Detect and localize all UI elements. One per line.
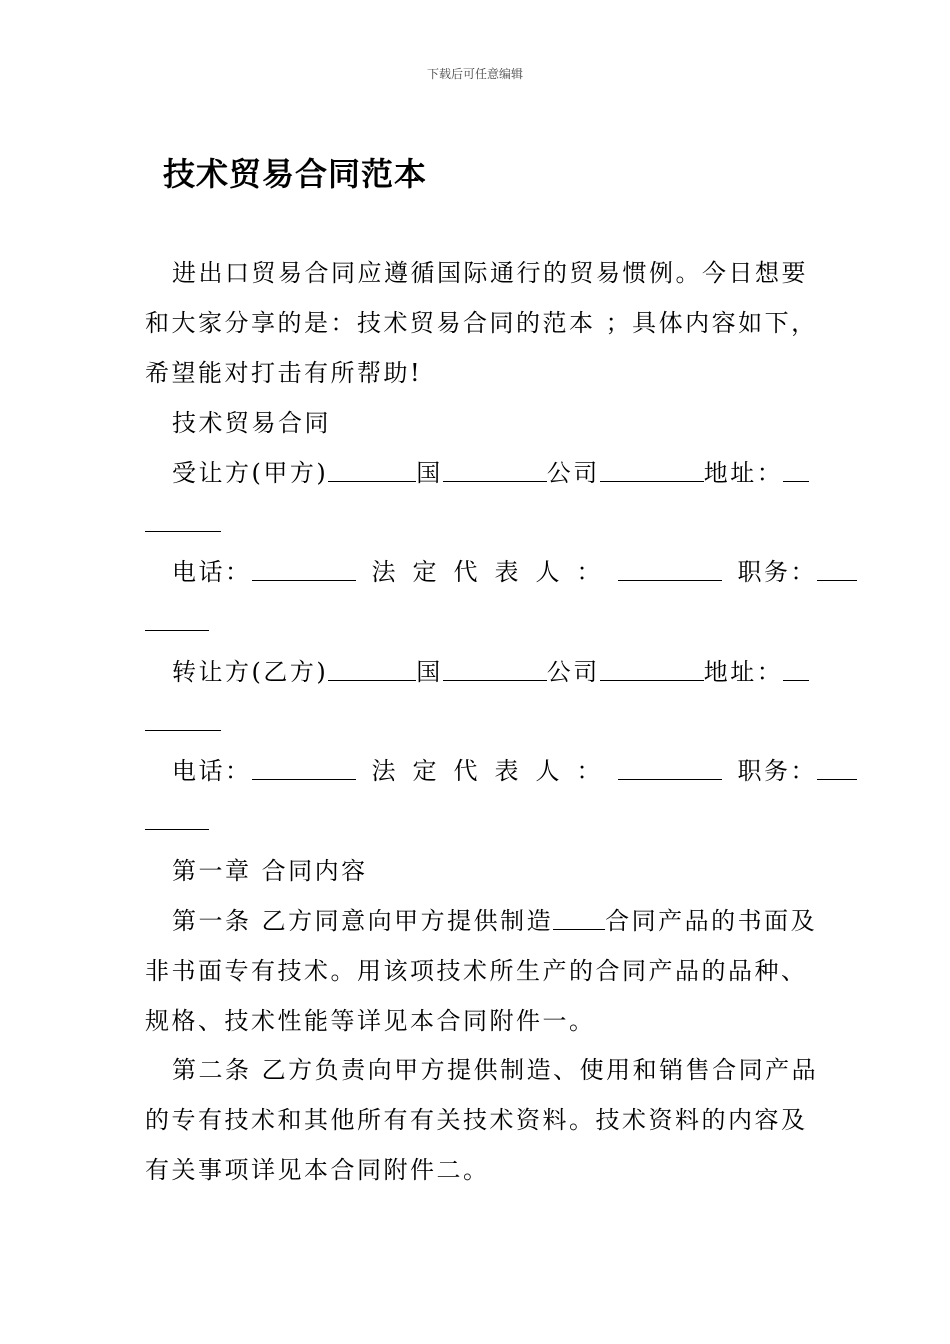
party-a-line — [172, 456, 809, 490]
party-b-rep-label: 法定代表人： — [371, 757, 618, 785]
page-header-note: 下载后可任意编辑 — [426, 67, 523, 81]
article-2-line-1: 第二条 乙方负责向甲方提供制造、使用和销售合同产品 — [172, 1056, 819, 1084]
article-2-line-3: 有关事项详见本合同附件二。 — [145, 1156, 490, 1184]
party-b-blank-country[interactable] — [443, 658, 547, 681]
party-a-address-continuation — [145, 506, 221, 540]
article-1-prefix: 第一条 乙方同意向甲方提供制造 — [172, 907, 554, 935]
party-a-rep-label: 法定代表人： — [371, 558, 618, 586]
party-a-blank-phone[interactable] — [252, 558, 356, 581]
party-a-blank-address-cont[interactable] — [145, 509, 221, 532]
party-a-blank-company[interactable] — [600, 459, 704, 482]
party-a-country-label: 国 — [416, 459, 443, 487]
party-b-contact-line — [172, 754, 857, 788]
party-b-blank-name[interactable] — [328, 658, 416, 681]
party-a-blank-address[interactable] — [783, 459, 809, 482]
party-b-blank-address[interactable] — [783, 658, 809, 681]
party-a-blank-position-cont[interactable] — [145, 608, 209, 631]
party-a-position-label: 职务： — [737, 558, 817, 586]
article-1-line-1 — [172, 904, 817, 938]
party-a-blank-country[interactable] — [443, 459, 547, 482]
intro-line-2: 和大家分享的是：技术贸易合同的范本 ；具体内容如下， — [145, 309, 818, 337]
party-a-label: 受让方(甲方) — [172, 459, 329, 487]
chapter-heading: 第一章 合同内容 — [172, 857, 368, 885]
contract-heading: 技术贸易合同 — [172, 409, 331, 437]
party-a-address-label: 地址： — [703, 459, 784, 487]
party-a-company-label: 公司 — [546, 459, 600, 487]
article-1-blank-product[interactable] — [553, 907, 605, 930]
party-b-blank-position[interactable] — [817, 757, 857, 780]
article-1-suffix: 合同产品的书面及 — [605, 907, 818, 935]
party-b-position-label: 职务： — [737, 757, 817, 785]
party-b-line — [172, 655, 809, 689]
party-b-label: 转让方(乙方) — [172, 658, 329, 686]
party-b-address-label: 地址： — [703, 658, 784, 686]
party-b-address-continuation — [145, 705, 221, 739]
intro-line-1: 进出口贸易合同应遵循国际通行的贸易惯例。今日想要 — [172, 259, 808, 287]
document-title: 技术贸易合同范本 — [163, 155, 428, 193]
party-b-position-continuation — [145, 804, 209, 838]
article-2-line-2: 的专有技术和其他所有有关技术资料。技术资料的内容及 — [145, 1106, 808, 1134]
party-b-blank-position-cont[interactable] — [145, 807, 209, 830]
party-b-blank-phone[interactable] — [252, 757, 356, 780]
party-a-blank-name[interactable] — [328, 459, 416, 482]
party-b-country-label: 国 — [416, 658, 443, 686]
party-b-blank-company[interactable] — [600, 658, 704, 681]
party-a-phone-label: 电话： — [172, 558, 252, 586]
party-a-blank-position[interactable] — [817, 558, 857, 581]
party-a-contact-line — [172, 555, 857, 589]
party-a-position-continuation — [145, 605, 209, 639]
party-b-company-label: 公司 — [546, 658, 600, 686]
article-1-line-3: 规格、技术性能等详见本合同附件一。 — [145, 1007, 596, 1035]
party-b-blank-address-cont[interactable] — [145, 708, 221, 731]
article-1-line-2: 非书面专有技术。用该项技术所生产的合同产品的品种、 — [145, 957, 808, 985]
party-b-blank-rep[interactable] — [618, 757, 722, 780]
party-b-phone-label: 电话： — [172, 757, 252, 785]
intro-line-3: 希望能对打击有所帮助! — [145, 359, 423, 387]
party-a-blank-rep[interactable] — [618, 558, 722, 581]
